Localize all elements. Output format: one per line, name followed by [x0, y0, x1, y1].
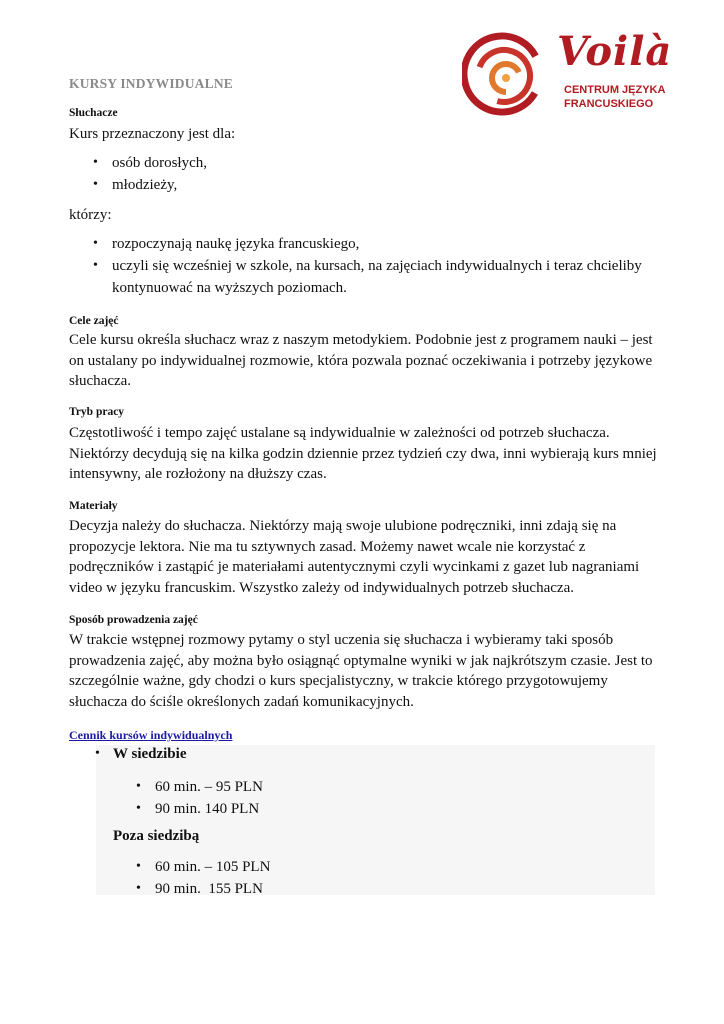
bullet-icon: • [95, 746, 100, 761]
logo-line2: FRANCUSKIEGO [564, 98, 654, 110]
list-item: • osób dorosłych, [112, 152, 652, 174]
page-title: KURSY INDYWIDUALNE [69, 76, 233, 91]
pricing-list-poza [155, 856, 455, 900]
voila-logo [462, 26, 673, 126]
heading-sposob: Sposób prowadzenia zajęć [69, 614, 198, 626]
tryb-text: Częstotliwość i tempo zajęć ustalane są indywidualnie w zależności od potrzeb słuchacza. Niektórzy decydują się na kilka godzin dziennie przez tydzień czy dwa, inni wybierają kurs mniej intensywny, ale rozłożony na dłuższy czas. [69, 425, 657, 482]
price-item: • 60 min. – 105 PLN [155, 856, 455, 878]
logo-brand-text: Voilà [557, 28, 673, 75]
pricing-group-name: W siedzibie [113, 746, 187, 762]
sluchacze-intro: Kurs przeznaczony jest dla: [69, 126, 236, 142]
sposob-text: W trakcie wstępnej rozmowy pytamy o styl uczenia się słuchacza i wybieramy taki sposób prowadzenia zajęć, aby można było osiągnąć optymalne wyniki w jak najkrótszym czasie. Jest to szczególnie ważne, gdy chodzi o kurs specjalistyczny, w trakcie którego przygotowujemy słuchacza do ściśle określonych zadań komunikacyjnych. [69, 632, 653, 710]
materialy-text: Decyzja należy do słuchacza. Niektórzy mają swoje ulubione podręczniki, inni zdają się na propozycje lektora. Nie ma tu sztywnych zasad. Możemy nawet wcale nie korzystać z podręczników i zastąpić je materiałami autentycznymi czyli wycinkami z gazet lub nagraniami video w języku francuskim. Wszystko zależy od indywidualnych potrzeb słuchacza. [69, 518, 640, 596]
audience-list [112, 152, 652, 196]
pricing-list-siedziba [155, 776, 455, 820]
list-item: • młodzieży, [112, 174, 652, 196]
list-item: • uczyli się wcześniej w szkole, na kursach, na zajęciach indywidualnych i teraz chcieliby kontynuować na wyższych poziomach. [112, 255, 657, 299]
list-item: • rozpoczynają naukę języka francuskiego, [112, 233, 657, 255]
cele-text: Cele kursu określa słuchacz wraz z naszym metodykiem. Podobnie jest z programem nauki – jest on ustalany po indywidualnej rozmowie, która pozwala poznać oczekiwania i potrzeby językowe słuchacza. [69, 332, 653, 389]
price-item: • 60 min. – 95 PLN [155, 776, 455, 798]
logo-line1: CENTRUM JĘZYKA [564, 84, 666, 96]
heading-sluchacze: Słuchacze [69, 107, 118, 119]
sluchacze-who: którzy: [69, 207, 112, 223]
heading-materialy: Materiały [69, 500, 118, 512]
price-item: • 90 min. 140 PLN [155, 798, 455, 820]
heading-tryb: Tryb pracy [69, 406, 125, 418]
pricing-group-name: Poza siedzibą [113, 828, 200, 844]
heading-cele: Cele zajęć [69, 315, 119, 327]
price-item: • 90 min. 155 PLN [155, 878, 455, 900]
pricing-link[interactable]: Cennik kursów indywidualnych [69, 728, 233, 742]
who-list [112, 233, 657, 299]
